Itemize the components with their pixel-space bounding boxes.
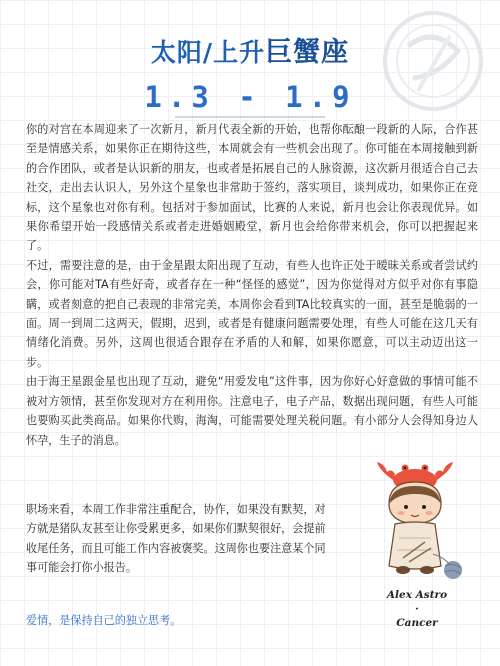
paragraph-neptune-venus: 由于海王星跟金星也出现了互动，避免“用爱发电”这件事，因为你好心好意做的事情可能不被对方领情，甚至你发现对方在利用你。注意电子，电子产品，数据出现问题，有些人可能也要购买此类商品。如果你代购，海淘，可能需要处理关税问题。有小部分人会得知身边人怀孕，生子的消息。 bbox=[26, 375, 478, 447]
page-title bbox=[0, 30, 500, 69]
paragraph-venus-sun: 不过，需要注意的是，由于金星跟太阳出现了互动，有些人也许正处于暧昧关系或者尝试约会，你可能对TA有些好奇，或者存在一种“怪怪的感觉”，因为你觉得对方似乎对你有事隐瞒，或者刻意的把自己表现的非常完美，本周你会看到TA比较真实的一面，甚至是脆弱的一面。周一到周二这两天，假期，迟到，或者是有健康问题需要处理，有些人可能在这几天有情绪化消费。另外，这周也很适合跟存在矛盾的人和解，如果你愿意，可以主动迈出这一步。 bbox=[26, 258, 478, 369]
signature bbox=[362, 588, 472, 630]
date-range bbox=[0, 80, 500, 114]
signature-name: Alex Astro bbox=[386, 589, 448, 601]
signature-dot: · bbox=[415, 603, 419, 615]
paragraph-new-moon: 你的对宫在本周迎来了一次新月，新月代表全新的开始，也帮你酝酿一段新的人际，合作甚至是情感关系，如果你正在期待这些，本周就会有一些机会出现了。你可能在本周接触到新的合作团队，或者是认识新的朋友，也或者是拓展自己的人脉资源，这次新月很适合自己去社交，走出去认识人，另外这个星象也非常助于签约，落实项目，谈判成功，如果你正在竞标，这个星象也对你有利。包括对于参加面试，比赛的人来说，新月也会让你表现优异。如果你希望开始一段感情关系或者走进婚姻殿堂，新月也会给你带来机会，你可以把握起来了。 bbox=[26, 123, 478, 253]
love-line: 爱情，是保持自己的独立思考。 bbox=[26, 614, 182, 627]
date-underline bbox=[175, 116, 325, 118]
title-rising: 上升 bbox=[213, 38, 266, 67]
title-sun: 太阳/ bbox=[150, 38, 214, 67]
work-section bbox=[26, 500, 326, 578]
forecast-body bbox=[26, 120, 478, 450]
title-sign: 巨蟹座 bbox=[265, 37, 350, 68]
date-range-text: 1.3 - 1.9 bbox=[144, 80, 356, 114]
work-paragraph: 职场来看，本周工作非常注重配合，协作，如果没有默契，对方就是猪队友甚至让你受累更多，如果你们默契很好，会提前收尾任务，而且可能工作内容被褒奖。这周你也要注意某个同事可能会打你小报告。 bbox=[26, 503, 326, 575]
cancer-crab-girl-illustration bbox=[355, 458, 475, 588]
signature-sign: Cancer bbox=[396, 617, 438, 629]
